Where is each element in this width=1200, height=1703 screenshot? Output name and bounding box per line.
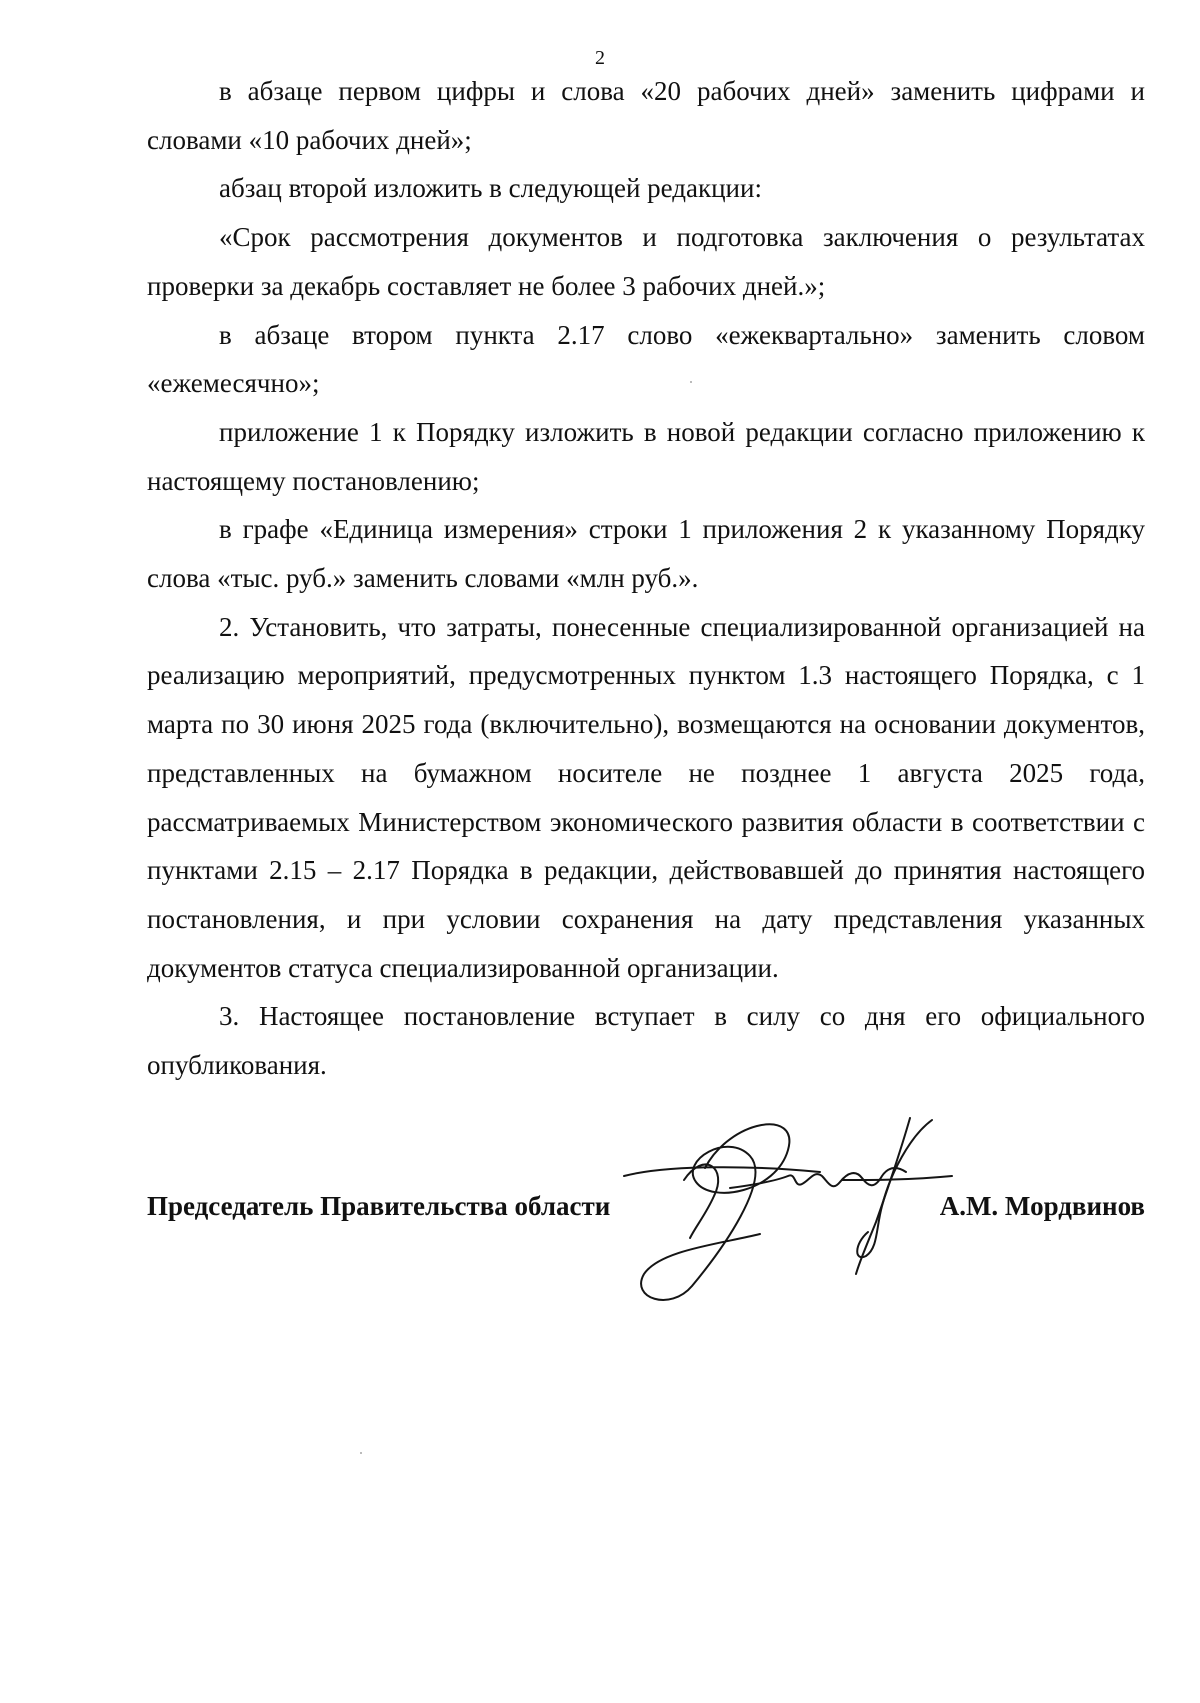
paragraph-4: в абзаце втором пункта 2.17 слово «ежеквартально» заменить словом «ежемесячно»; xyxy=(147,319,1145,399)
signatory-name: А.М. Мордвинов xyxy=(939,1191,1145,1221)
paragraph-1: в абзаце первом цифры и слова «20 рабочих дней» заменить цифрами и словами «10 рабочих дней»; xyxy=(147,76,1145,155)
paragraph-5: приложение 1 к Порядку изложить в новой редакции согласно приложению к настоящему постановлению; xyxy=(147,416,1145,496)
paragraph-7: 2. Установить, что затраты, понесенные специализированной организацией на реализацию мероприятий, предусмотренных пунктом 1.3 настоящего Порядка, с 1 марта по 30 июня 2025 года (включительно), возмещаются на основании документов, представленных на бумажном носителе не позднее 1 августа 2025 года, рассматриваемых Министерством экономического развития области в соответствии с пунктами 2.15 – 2.17 Порядка в редакции, действовавшей до принятия настоящего постановления, и при условии сохранения на дату представления указанных документов статуса специализированной организации. xyxy=(147,611,1145,983)
paragraph-2: абзац второй изложить в следующей редакции: xyxy=(219,173,762,204)
scan-speck xyxy=(360,1452,362,1454)
page-number: 2 xyxy=(595,47,605,69)
signatory-title: Председатель Правительства области xyxy=(147,1191,611,1221)
paragraph-8: 3. Настоящее постановление вступает в силу со дня его официального опубликования. xyxy=(147,1001,1145,1081)
scan-speck xyxy=(690,381,692,383)
handwritten-signature xyxy=(610,1110,990,1320)
paragraph-6: в графе «Единица измерения» строки 1 приложения 2 к указанному Порядку слова «тыс. руб.» заменить словами «млн руб.». xyxy=(147,514,1145,594)
document-body xyxy=(147,67,1145,1090)
paragraph-3: «Срок рассмотрения документов и подготовка заключения о результатах проверки за декабрь составляет не более 3 рабочих дней.»; xyxy=(147,222,1145,301)
